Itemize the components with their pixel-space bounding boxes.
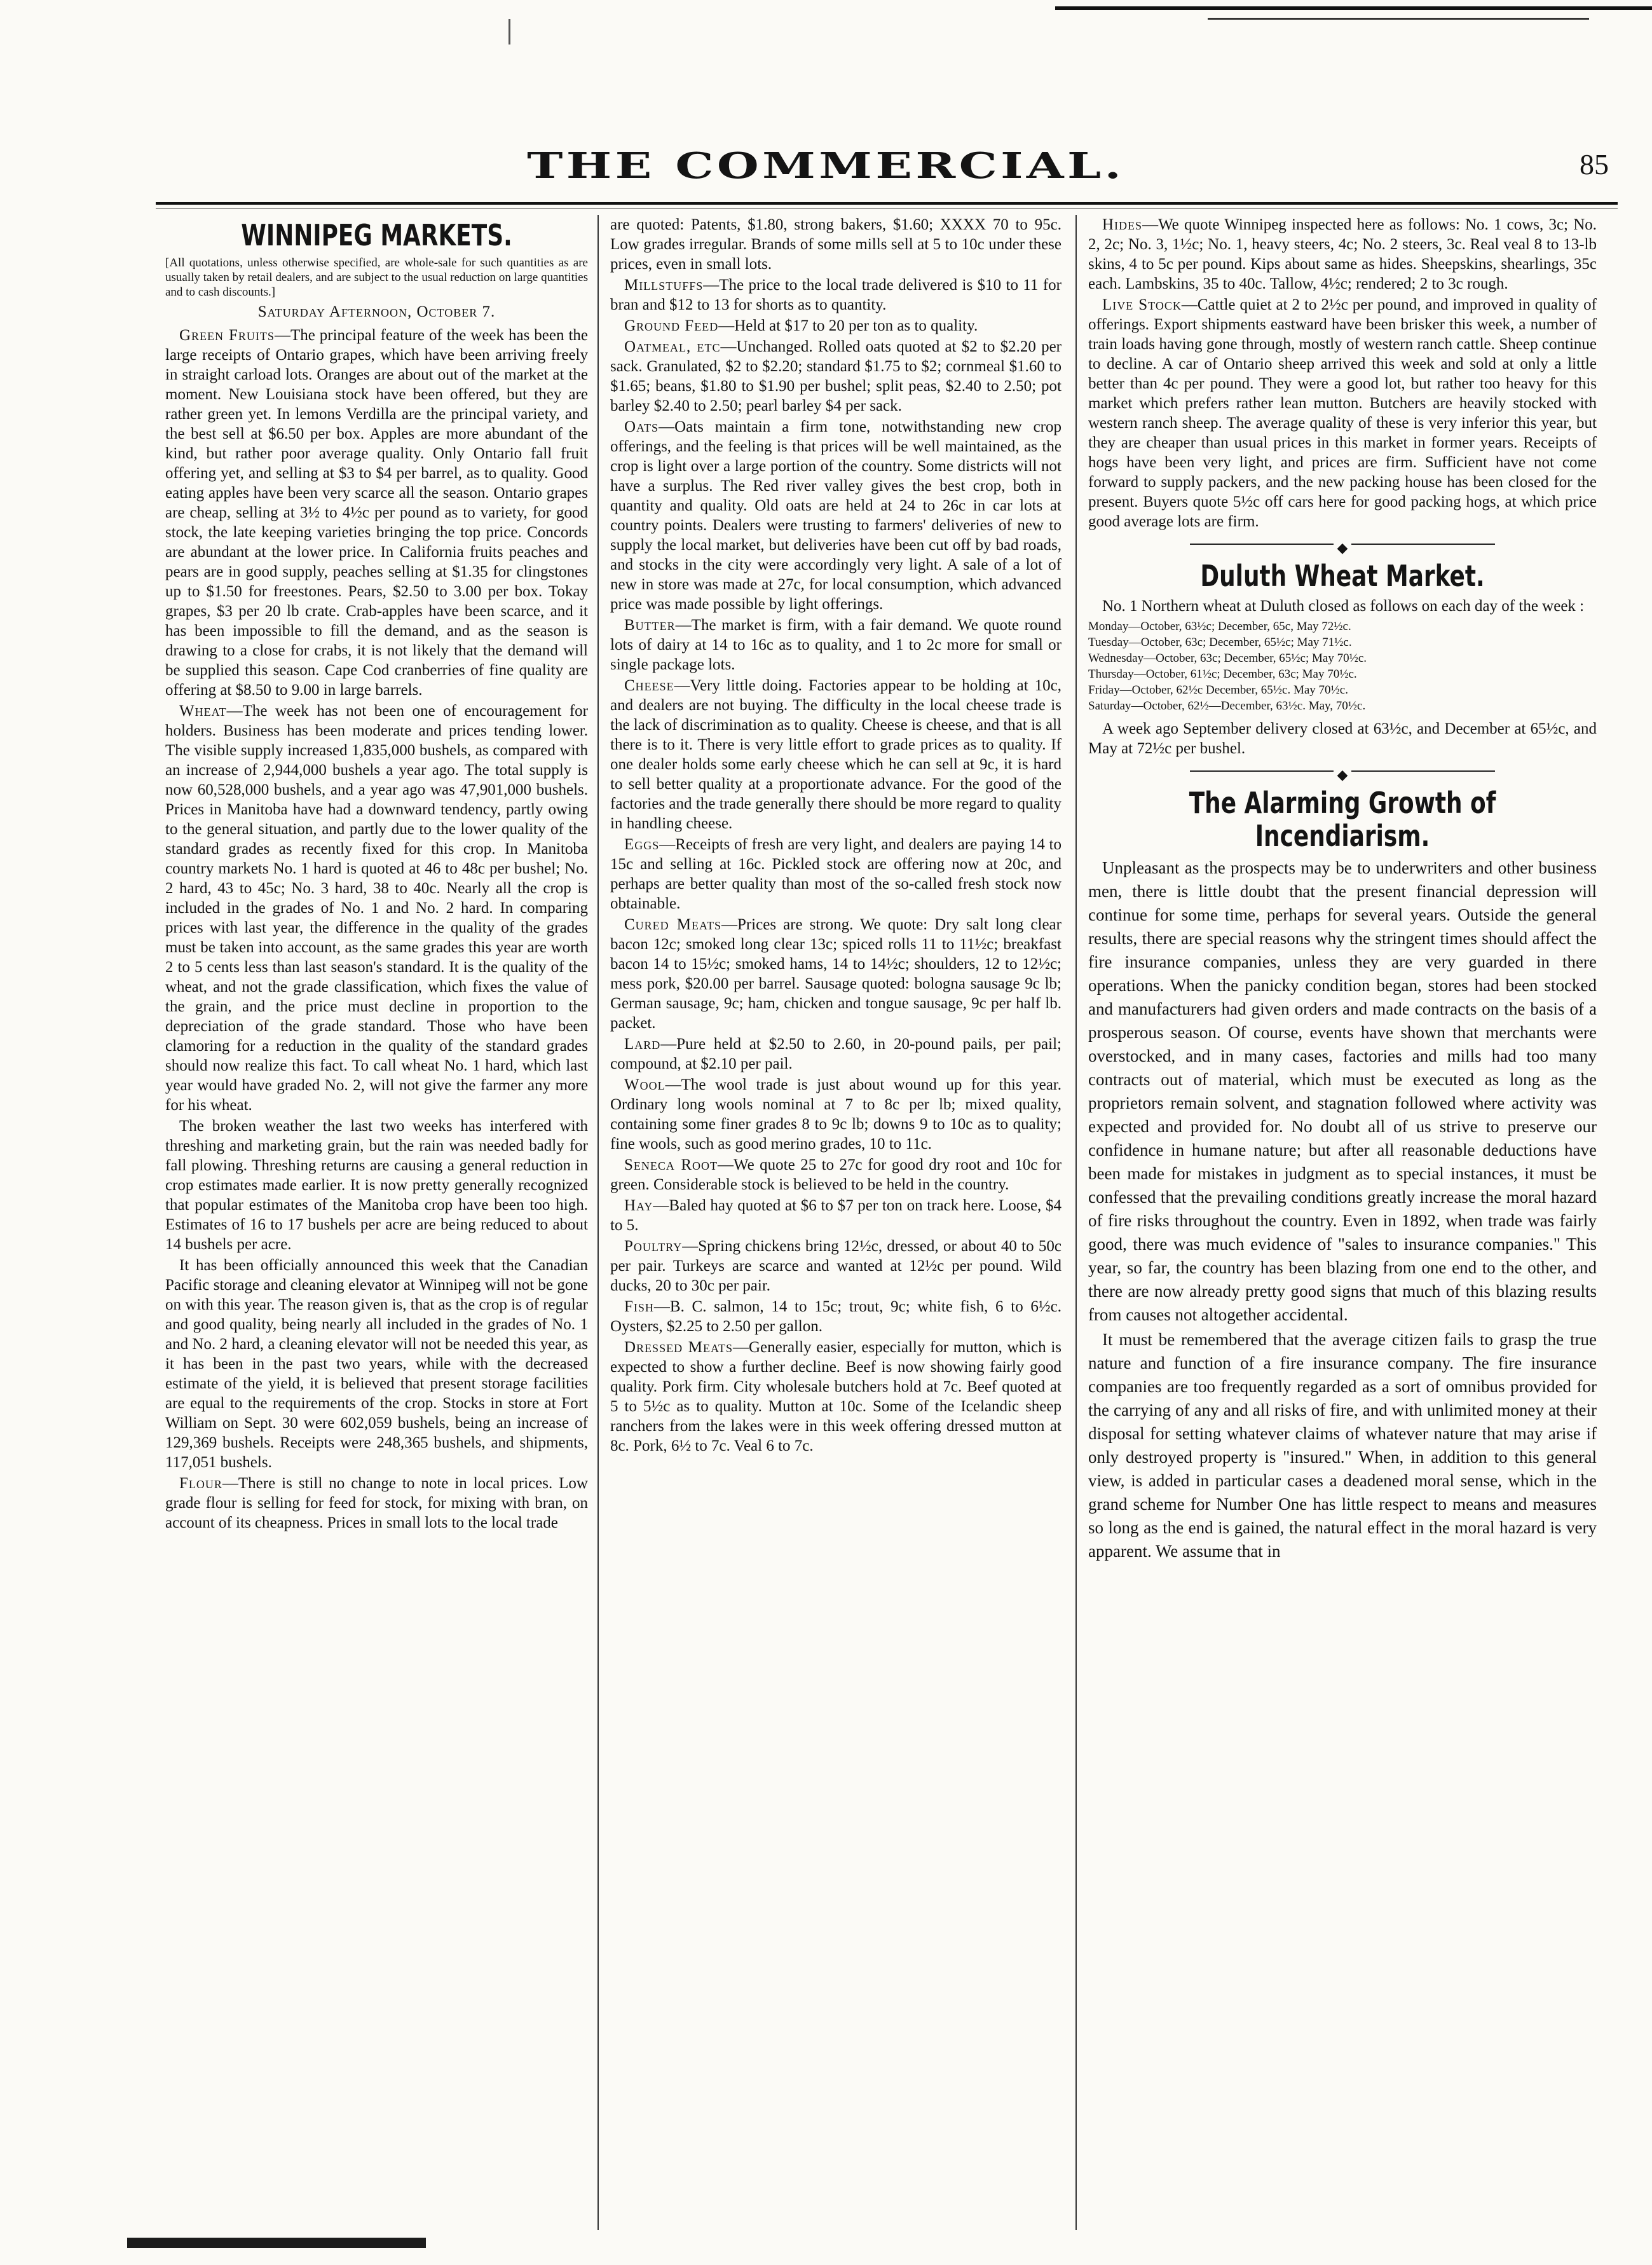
paragraph-lead: Cheese: [624, 677, 674, 694]
column-divider: [597, 215, 599, 2230]
paragraph-text: —The principal feature of the week has been the large receipts of Ontario grapes, which have been arriving freely in straight carload lots. Oranges are about out of the market at the moment. New Louisiana stock have been offered, but they are rather green yet. In lemons Verdilla are the principal variety, and the best sell at $6.50 per box. Apples are more abundant of the kind, but rather poor average quality. Only Ontario fall fruit offering yet, and selling at $3 to $4 per barrel, as to quality. Good eating apples have been very scarce all the season. Ontario grapes are cheap, selling at 3½ to 4½c per pound as to variety, for good stock, the late keeping varieties bringing the top price. Concords are abundant at the lower price. In California fruits peaches and pears are in good supply, peaches selling at $1.35 for clingstones up to $1.50 for freestones. Pears, $2.50 to 3.00 per box. Tokay grapes, $3 per 20 lb crate. Crab-apples have been scarce, and it has been impossible to fill the demand, and as the season is drawing to a close for crabs, it is not likely that the demand will be supplied this season. Cape Cod cranberries of fine quality are offering at $8.50 to 9.00 in large barrels.: [165, 327, 588, 699]
market-paragraph: [610, 1155, 1062, 1194]
paragraph-text: —Cattle quiet at 2 to 2½c per pound, and improved in quality of offerings. Export shipments eastward have been brisker this week, a number of train loads having gone through, mostly of western ranch cattle. Sheep continue to decline. A car of Ontario sheep arrived this week and sold at only a little better than 4c per pound. They were a good lot, but rather too heavy for this market which prefers rather lean mutton. Butchers are heavily stocked with western ranch sheep. The average quality of these is very inferior this year, but they are cheaper than usual prices in this market in former years. Receipts of hogs have been very light, and prices are firm. Sufficient have not come forward to supply packers, and the new packing house has been closed for the present. Buyers quote 5½c off cars here for good packing hogs, at which price good average lots are firm.: [1088, 296, 1597, 530]
market-paragraph: [610, 275, 1062, 315]
scan-edge-mark: [127, 2238, 426, 2248]
market-paragraph: [610, 835, 1062, 914]
market-paragraph: [610, 615, 1062, 674]
duluth-quote-row: Tuesday—October, 63c; December, 65½c; May 71½c.: [1088, 636, 1352, 649]
top-edge-rule: [1055, 6, 1652, 10]
paragraph-lead: Millstuffs: [624, 277, 704, 294]
paragraph-lead: Fish: [624, 1298, 654, 1315]
paragraph-text: —We quote Winnipeg inspected here as follows: No. 1 cows, 3c; No. 2, 2c; No. 3, 1½c; No. 1, heavy steers, 4c; No. 2 steers, 3c. Real veal 8 to 13-lb skins, 4 to 5c per pound. Kips about same as hides. Sheepskins, shearlings, 35c each. Lambskins, 35 to 40c. Tallow, 4½c; rendered; 2 to 3c rough.: [1088, 216, 1597, 292]
paragraph-text: —Unchanged. Rolled oats quoted at $2 to $2.20 per sack. Granulated, $2 to $2.20; standard $1.75 to $2; cornmeal $1.60 to $1.65; beans, $1.80 to $1.90 per bushel; split peas, $2.40 to 2.50; pot barley $2.40 to 2.50; pearl barley $4 per sack.: [610, 338, 1062, 414]
paragraph-lead: Ground Feed: [624, 317, 719, 334]
paragraph-lead: Flour: [179, 1475, 222, 1492]
paragraph-text: —The price to the local trade delivered is $10 to 11 for bran and $12 to 13 for shorts as to quantity.: [610, 277, 1062, 313]
market-paragraph: [165, 325, 588, 700]
section-separator: [1088, 538, 1597, 556]
paragraph-text: The broken weather the last two weeks has interfered with threshing and marketing grain, but the rain was needed badly for fall plowing. Threshing returns are causing a general reduction in crop estimates made earlier. It is now pretty generally recognized that popular estimates of the Manitoba crop have been too high. Estimates of 16 to 17 bushels per acre are being reduced to about 14 bushels per acre.: [165, 1118, 588, 1253]
market-paragraph: [610, 316, 1062, 336]
duluth-quote-row: Monday—October, 63½c; December, 65c, May 72½c.: [1088, 620, 1351, 633]
column-3: [1088, 215, 1597, 2230]
paragraph-text: —We quote 25 to 27c for good dry root and 10c for green. Considerable stock is believed to be held in the country.: [610, 1156, 1062, 1193]
market-paragraph: [165, 1256, 588, 1472]
paragraph-text: —Oats maintain a firm tone, notwithstanding new crop offerings, and the feeling is that prices will be well maintained, as the crop is light over a large portion of the country. Some districts will not have a surplus. The Red river valley gives the best crop, both in quantity and quality. Old oats are held at 24 to 26c in car lots at country points. Dealers were trusting to farmers' deliveries of new to supply the local market, but deliveries have been cut off by bad roads, and stocks in the city were accordingly very light. A sale of a lot of new in store was made at 27c, for local consumption, which advanced price was made possible by light offerings.: [610, 418, 1062, 613]
dateline: Saturday Afternoon, October 7.: [257, 303, 496, 320]
margin-mark: [509, 19, 510, 44]
paragraph-lead: Green Fruits: [179, 327, 275, 344]
market-paragraph: [610, 215, 1062, 274]
duluth-quote-row: Thursday—October, 61½c; December, 63c; May 70½c.: [1088, 667, 1357, 681]
market-paragraph: [1088, 215, 1597, 294]
duluth-quote-row: Friday—October, 62½c December, 65½c. May 70½c.: [1088, 683, 1348, 697]
paragraph-text: —Held at $17 to 20 per ton as to quality.: [718, 317, 978, 334]
market-paragraph: [610, 1034, 1062, 1074]
market-paragraph: [1088, 295, 1597, 531]
paragraph-text: are quoted: Patents, $1.80, strong bakers, $1.60; XXXX 70 to 95c. Low grades irregular. Brands of some mills sell at 5 to 10c under these prices, even in small lots.: [610, 216, 1062, 273]
market-paragraph: [610, 1196, 1062, 1235]
paragraph-lead: Poultry: [624, 1238, 683, 1255]
paragraph-text: —Spring chickens bring 12½c, dressed, or about 40 to 50c per pair. Turkeys are scarce and wanted at 12½c per pound. Wild ducks, 20 to 30c per pair.: [610, 1238, 1062, 1294]
paragraph-text: It has been officially announced this week that the Canadian Pacific storage and cleaning elevator at Winnipeg will not be gone on with this year. The reason given is, that as the crop is of regular and good quality, being nearly all included in the grades of No. 1 and No. 2 hard, a cleaning elevator will not be needed this year, as it has been in the past two years, while with the decreased estimate of the yield, it is believed that present storage facilities are equal to the requirements of the crop. Stocks in store at Fort William on Sept. 30 were 602,059 bushels, being an increase of 129,369 bushels. Receipts were 248,365 bushels, and shipments, 117,051 bushels.: [165, 1257, 588, 1471]
winnipeg-markets-heading: WINNIPEG MARKETS.: [241, 218, 512, 252]
paragraph-text: —Very little doing. Factories appear to be holding at 10c, and dealers are not buying. The difficulty in the local cheese trade is the lack of discrimination as to quality. Cheese is cheese, and that is all there is to it. There is very little effort to grade prices as to quality. If one dealer holds some early cheese which he can sell at 9c, it is hard to sell better quality at a proportionate advance. For the good of the factories and the trade generally there should be more regard to quality in handling cheese.: [610, 677, 1062, 832]
masthead: [0, 145, 1652, 189]
paragraph-text: —Generally easier, especially for mutton, which is expected to show a further decline. Beef is now showing fairly good quality. Pork firm. City wholesale butchers hold at 7c. Beef quoted at 5 to 5½c as to quality. Mutton at 10c. Some of the Icelandic sheep ranchers from the lakes were in this week offering dressed mutton at 8c. Pork, 6½ to 7c. Veal 6 to 7c.: [610, 1339, 1062, 1454]
market-paragraph: [610, 676, 1062, 833]
paragraph-lead: Butter: [624, 617, 676, 634]
market-paragraph: [165, 1116, 588, 1254]
masthead-title: THE COMMERCIAL.: [527, 145, 1125, 187]
paragraph-lead: Cured Meats: [624, 916, 721, 933]
duluth-quote-row: Saturday—October, 62½—December, 63½c. May, 70½c.: [1088, 699, 1366, 713]
paragraph-lead: Hides: [1102, 216, 1143, 233]
market-paragraph: [610, 1297, 1062, 1336]
paragraph-text: —The week has not been one of encouragement for holders. Business has been moderate and prices tending lower. The visible supply increased 1,835,000 bushels, as compared with an increase of 2,944,000 bushels a year ago. The total supply is now 60,528,000 bushels, and a year ago was 47,901,000 bushels. Prices in Manitoba have had a downward tendency, partly owing to the general situation, and partly due to the lower quality of the standard grades as recently fixed for this crop. In Manitoba country markets No. 1 hard is quoted at 46 to 48c per bushel; No. 2 hard, 43 to 45c; No. 3 hard, 38 to 40c. Nearly all the crop is included in the grades of No. 1 and No. 2 hard. In comparing prices with last year, the difference in the quality of the grades must be taken into account, as the same grades this year are worth 2 to 5 cents less than last season's standard. It is the quality of the wheat, and not the grade classification, which fixes the value of the grain, and the price must decline in proportion to the depreciation of the grade standard. Those who have been clamoring for a reduction in the quality of the standard grades should now realize this fact. To call wheat No. 1 hard, which last year would have graded No. 2, will not give the farmer any more for his wheat.: [165, 702, 588, 1114]
paragraph-lead: Seneca Root: [624, 1156, 718, 1174]
paragraph-text: —Pure held at $2.50 to 2.60, in 20-pound pails, per pail; compound, at $2.10 per pail.: [610, 1036, 1062, 1072]
market-paragraph: [610, 1075, 1062, 1154]
paragraph-text: —The wool trade is just about wound up for this year. Ordinary long wools nominal at 7 to 8c per lb; mixed quality, containing some finer grades 8 to 9c lb; downs 9 to 10c as to quality; fine wools, such as good merino grades, 10 to 11c.: [610, 1076, 1062, 1153]
column-2: [610, 215, 1062, 2230]
paragraph-lead: Hay: [624, 1197, 653, 1214]
paragraph-text: —The market is firm, with a fair demand. We quote round lots of dairy at 14 to 16c as to quality, and 1 to 2c more for small or single package lots.: [610, 617, 1062, 673]
incendiarism-article: [1088, 786, 1597, 1563]
market-paragraph: [165, 701, 588, 1115]
duluth-quote-row: Wednesday—October, 63c; December, 65½c; May 70½c.: [1088, 652, 1367, 665]
market-paragraph: [610, 417, 1062, 614]
paragraph-lead: Eggs: [624, 836, 660, 853]
duluth-intro: No. 1 Northern wheat at Duluth closed as follows on each day of the week :: [1102, 598, 1585, 615]
market-paragraph: [610, 915, 1062, 1033]
section-separator: [1088, 765, 1597, 783]
duluth-closing: A week ago September delivery closed at 63½c, and December at 65½c, and May at 72½c per bushel.: [1088, 720, 1597, 757]
paragraph-lead: Wheat: [179, 702, 227, 720]
market-paragraph: [165, 1474, 588, 1533]
paragraph-lead: Lard: [624, 1036, 661, 1053]
paragraph-lead: Oats: [624, 418, 659, 435]
article-paragraph: It must be remembered that the average citizen fails to grasp the true nature and function of a fire insurance company. The fire insurance companies are too frequently regarded as a sort of omnibus provided for the carrying of any and all risks of fire, and with unlimited money at their disposal for setting whatever claims of whatever nature that may arise if only destroyed property is "insured." When, in addition to this general view, is added in particular cases a deadened moral sense, which in the grand scheme for Number One has little respect to means and measures so long as the end is gained, the natural effect in the moral hazard is very apparent. We assume that in: [1088, 1330, 1597, 1561]
article-paragraph: Unpleasant as the prospects may be to underwriters and other business men, there is little doubt that the present financial depression will continue for some time, perhaps for several years. Outside the general results, there are special reasons why the stringent times should affect the fire insurance companies, unless they are very guarded in there operations. When the panicky condition began, stores had been stocked and manufacturers had given orders and made contracts on the basis of a prosperous season. Of course, events have shown that merchants were overstocked, and in many cases, factories and mills had too many contracts out of material, which must be executed as long as the proprietors remain solvent, and stagnation followed where activity was expected and provided for. No doubt all of us strive to preserve our confidence in humane nature; but after all reasonable deductions have been made for mistakes in judgment as to special instances, it must be confessed that the prevailing conditions greatly increase the moral hazard of fire risks throughout the country. Even in 1892, when trade was fairly good, there was much evidence of "sales to insurance companies." This year, so far, the country has been blazing from one end to the other, and there are now already pretty good signs that much of this blazing results from causes not altogether accidental.: [1088, 858, 1597, 1324]
top-edge-rule-thin: [1208, 18, 1589, 20]
market-paragraph: [610, 1236, 1062, 1296]
separator-ornament: ◆: [1334, 540, 1352, 556]
paragraph-lead: Live Stock: [1102, 296, 1182, 313]
separator-ornament: ◆: [1334, 767, 1352, 783]
incendiarism-heading: The Alarming Growth of Incendiarism.: [1189, 786, 1496, 853]
paragraph-lead: Dressed Meats: [624, 1339, 733, 1356]
paragraph-lead: Oatmeal, etc: [624, 338, 721, 355]
duluth-quote-list: [1088, 619, 1597, 714]
paragraph-text: —There is still no change to note in local prices. Low grade flour is selling for feed for stock, for mixing with bran, on account of its cheapness. Prices in small lots to the local trade: [165, 1475, 588, 1531]
masthead-rule-thin: [156, 208, 1618, 209]
paragraph-text: —Prices are strong. We quote: Dry salt long clear bacon 12c; smoked long clear 13c; spiced rolls 11 to 11½c; breakfast bacon 14 to 15½c; smoked hams, 14 to 14½c; shoulders, 12 to 12½c; mess pork, $20.00 per barrel. Sausage quoted: bologna sausage 9c lb; German sausage, 9c; ham, chicken and tongue sausage, 9c per half lb. packet.: [610, 916, 1062, 1032]
masthead-rule: [156, 202, 1618, 205]
page-number: 85: [1580, 148, 1609, 181]
market-paragraph: [610, 337, 1062, 416]
paragraph-text: —Receipts of fresh are very light, and dealers are paying 14 to 15c and selling at 16c. Pickled stock are offering now at 20c, and perhaps are better quality than most of the so-called fresh stock now obtainable.: [610, 836, 1062, 912]
quotation-note: [All quotations, unless otherwise specified, are whole-sale for such quantities as are usually taken by retail dealers, and are subject to the usual reduction on large quantities and to cash discounts.]: [165, 256, 588, 299]
paragraph-text: —B. C. salmon, 14 to 15c; trout, 9c; white fish, 6 to 6½c. Oysters, $2.25 to 2.50 per gallon.: [610, 1298, 1062, 1335]
paragraph-lead: Wool: [624, 1076, 666, 1093]
column-divider: [1075, 215, 1077, 2230]
duluth-heading: Duluth Wheat Market.: [1200, 559, 1485, 593]
column-1: [165, 215, 588, 2230]
market-paragraph: [610, 1338, 1062, 1456]
paragraph-text: —Baled hay quoted at $6 to $7 per ton on track here. Loose, $4 to 5.: [610, 1197, 1062, 1234]
